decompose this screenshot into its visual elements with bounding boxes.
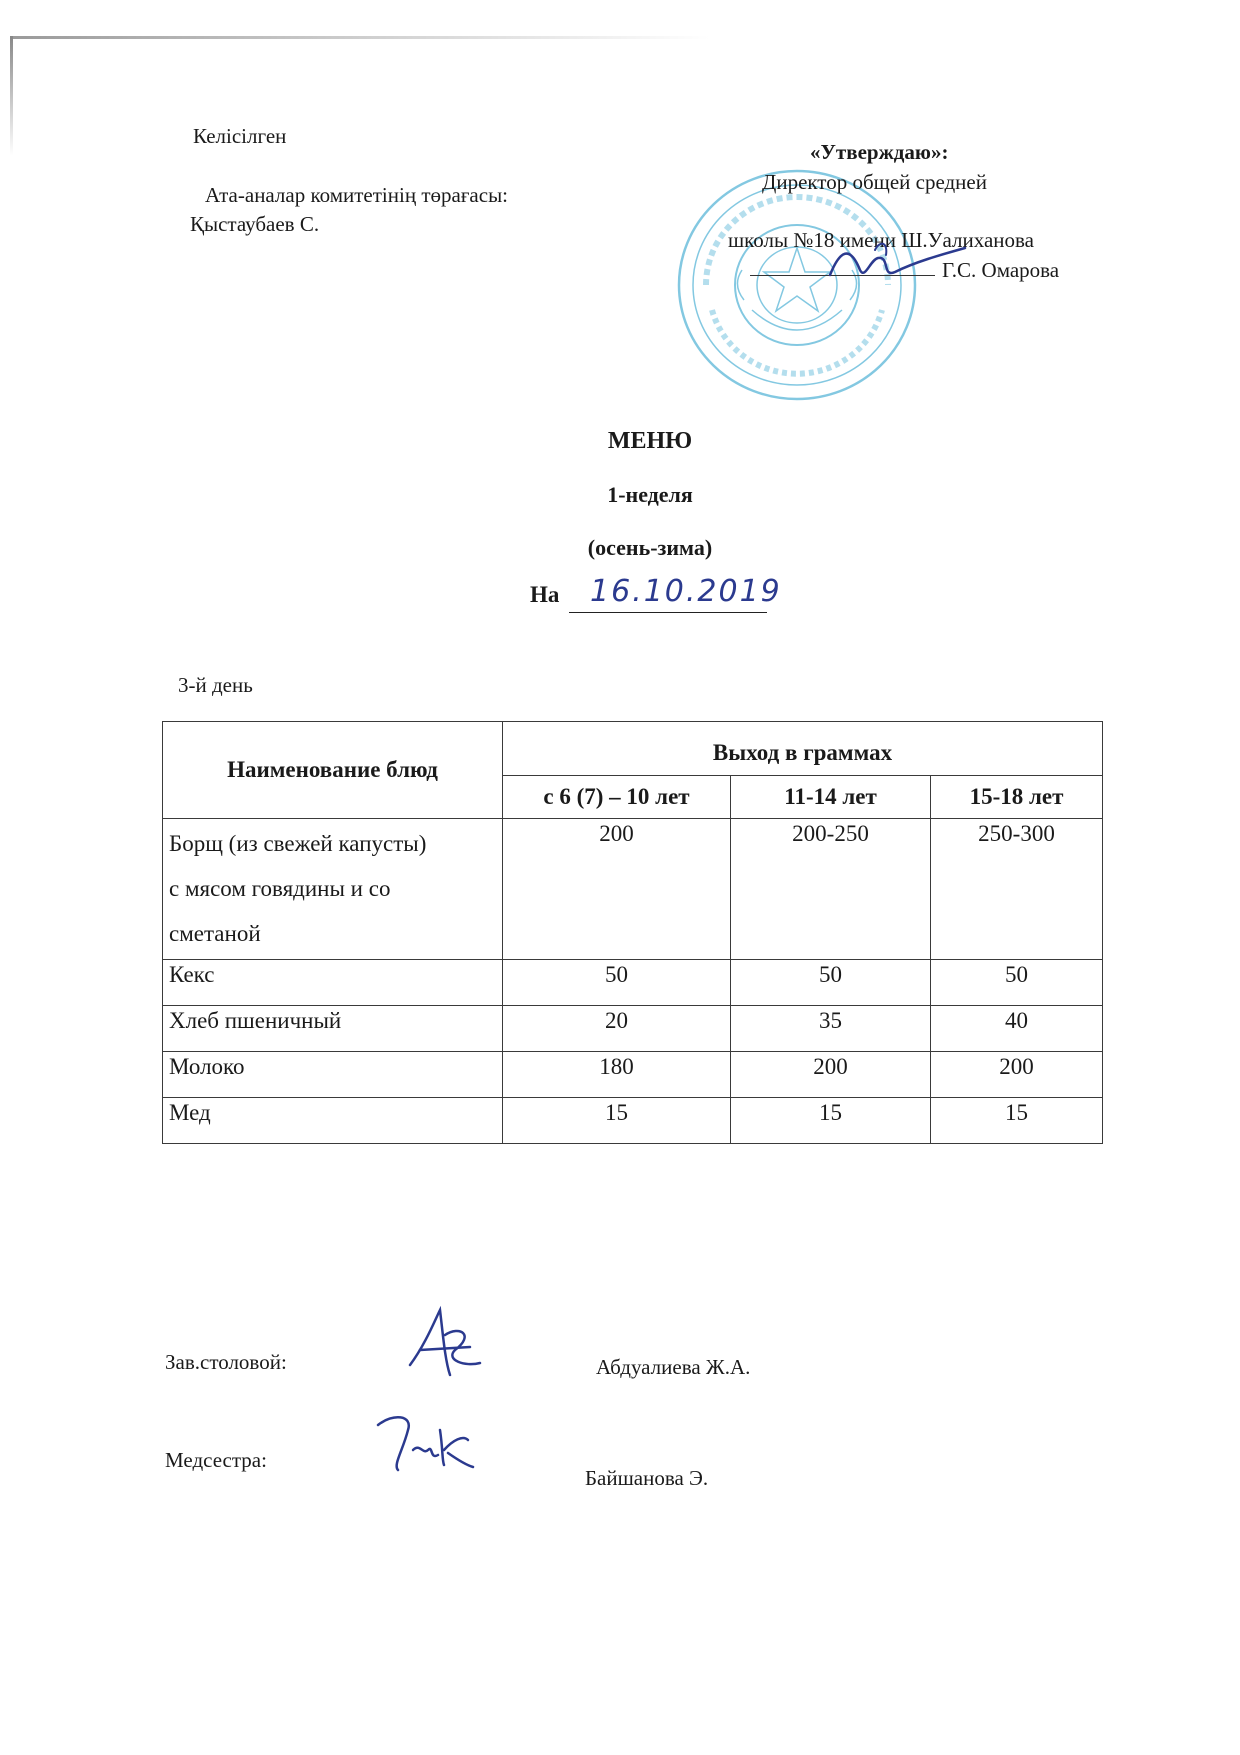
committee-chair-name: Қыстаубаев С. <box>190 212 320 236</box>
portion-value: 15 <box>731 1098 931 1144</box>
dish-name: Молоко <box>163 1052 503 1098</box>
portion-value: 50 <box>731 960 931 1006</box>
canteen-head-name: Абдуалиева Ж.А. <box>596 1355 751 1379</box>
table-row <box>163 1052 1103 1098</box>
table-row <box>163 960 1103 1006</box>
canteen-head-label: Зав.столовой: <box>165 1350 287 1374</box>
nurse-label: Медсестра: <box>165 1448 267 1472</box>
portion-value: 35 <box>731 1006 931 1052</box>
portion-value: 20 <box>503 1006 731 1052</box>
table-row <box>163 1006 1103 1052</box>
portion-value: 15 <box>503 1098 731 1144</box>
week-label: 1-неделя <box>607 482 693 507</box>
dish-name-line: с мясом говядины и со <box>169 876 391 901</box>
scan-edge-top <box>10 36 710 39</box>
portion-value: 15 <box>931 1098 1103 1144</box>
director-position-line2: школы №18 имени Ш.Уалиханова <box>728 228 1034 252</box>
director-position-line1: Директор общей средней <box>762 170 987 194</box>
menu-table <box>162 721 1103 1144</box>
table-row <box>163 819 1103 960</box>
portion-value: 50 <box>503 960 731 1006</box>
dish-name-line: сметаной <box>169 921 261 946</box>
portion-value: 200-250 <box>731 819 931 960</box>
col-header-age-group: 15-18 лет <box>931 776 1103 819</box>
menu-title: МЕНЮ <box>607 428 693 454</box>
director-name: Г.С. Омарова <box>942 258 1060 282</box>
portion-value: 200 <box>731 1052 931 1098</box>
dish-name: Кекс <box>163 960 503 1006</box>
nurse-signature <box>368 1405 478 1485</box>
agreed-label: Келісілген <box>193 124 287 148</box>
dish-name: Мед <box>163 1098 503 1144</box>
date-underline <box>569 612 767 613</box>
dish-name: Хлеб пшеничный <box>163 1006 503 1052</box>
portion-value: 200 <box>503 819 731 960</box>
col-header-dish-name: Наименование блюд <box>163 722 503 819</box>
nurse-name: Байшанова Э. <box>585 1466 709 1490</box>
table-row <box>163 1098 1103 1144</box>
portion-value: 180 <box>503 1052 731 1098</box>
committee-label: Ата-аналар комитетінің төрағасы: <box>205 183 509 207</box>
portion-value: 40 <box>931 1006 1103 1052</box>
canteen-head-signature <box>395 1305 485 1385</box>
date-handwritten: 16.10.2019 <box>590 574 782 609</box>
scan-edge-left <box>10 36 13 156</box>
season-label: (осень-зима) <box>587 535 713 560</box>
portion-value: 50 <box>931 960 1103 1006</box>
portion-value: 250-300 <box>931 819 1103 960</box>
day-label: 3-й день <box>178 673 253 697</box>
dish-name-line: Борщ (из свежей капусты) <box>169 831 427 856</box>
date-prefix: На <box>530 582 560 607</box>
portion-value: 200 <box>931 1052 1103 1098</box>
col-header-age-group: с 6 (7) – 10 лет <box>503 776 731 819</box>
col-header-age-group: 11-14 лет <box>731 776 931 819</box>
dish-name <box>163 819 503 960</box>
col-header-output: Выход в граммах <box>503 722 1103 776</box>
approve-label: «Утверждаю»: <box>810 140 949 164</box>
